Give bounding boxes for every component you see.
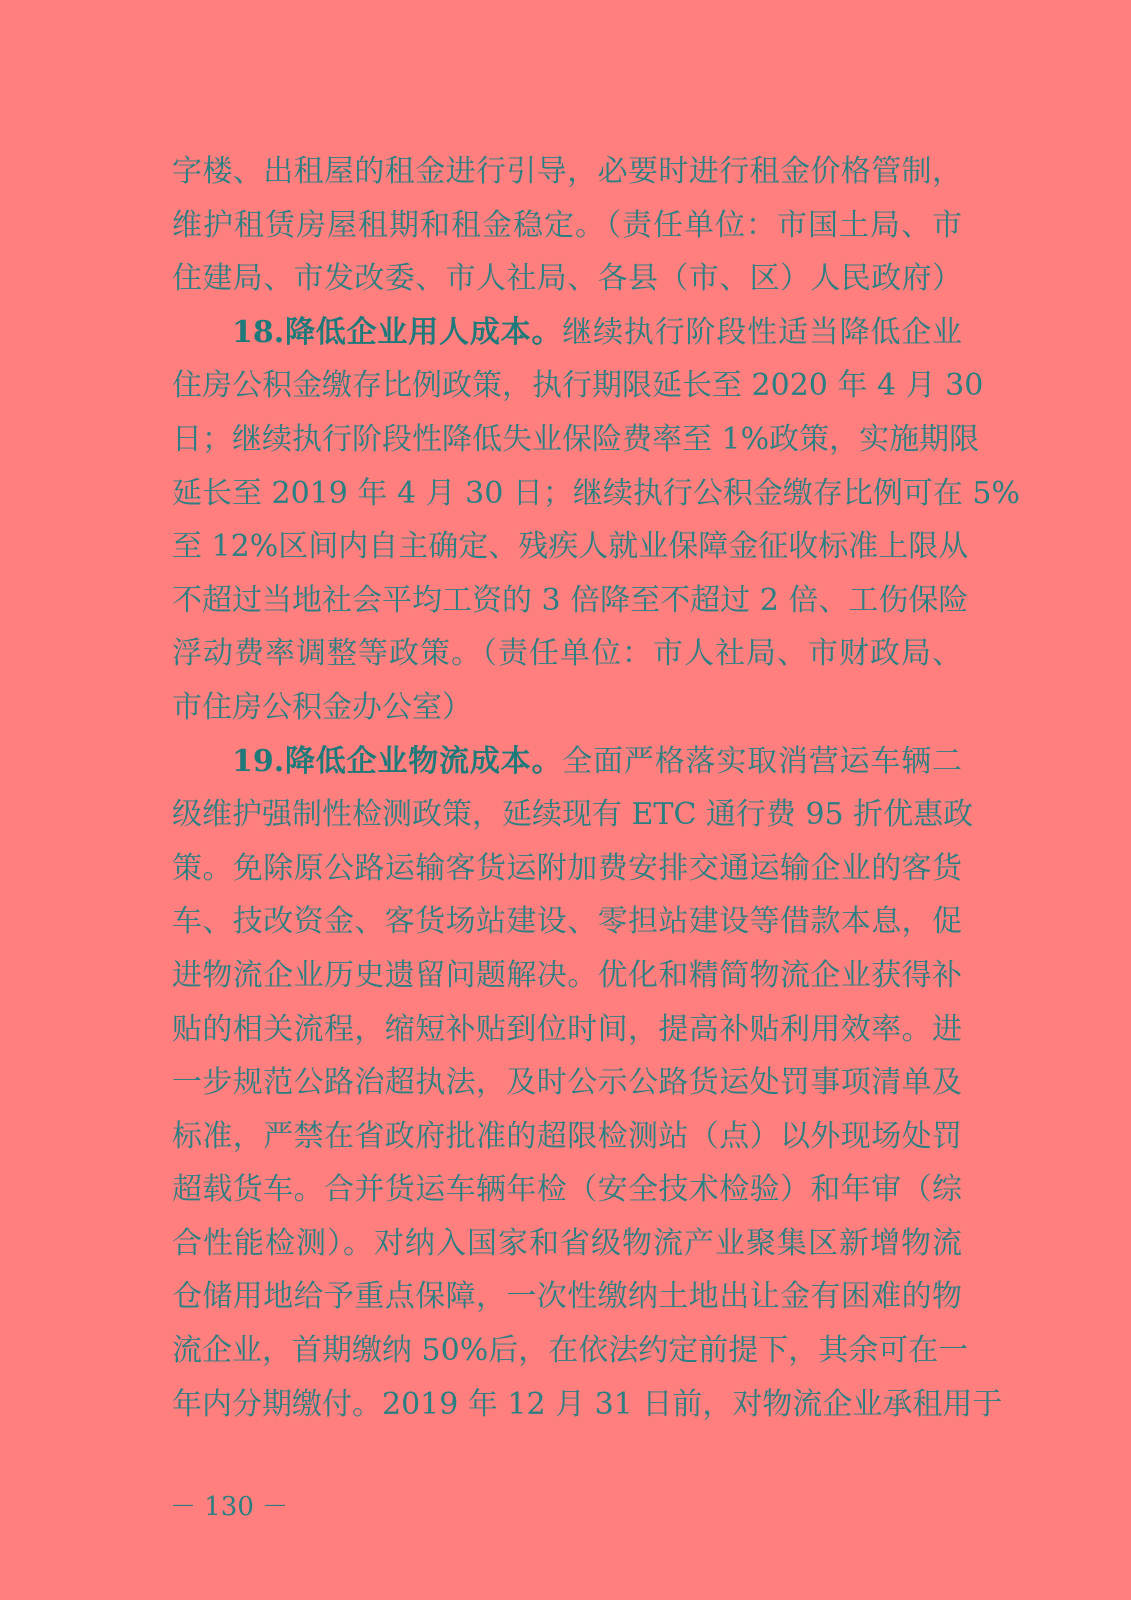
- text-line: 车、技改资金、客货场站建设、零担站建设等借款本息，促: [172, 904, 962, 940]
- text-line: 超载货车。合并货运车辆年检（安全技术检验）和年审（综: [172, 1172, 962, 1208]
- text-line: 标准，严禁在省政府批准的超限检测站（点）以外现场处罚: [172, 1118, 962, 1154]
- page-number: － 130 －: [170, 1492, 289, 1522]
- section-heading-18: 18.降低企业用人成本。: [232, 314, 563, 350]
- text-line: 延长至 2019 年 4 月 30 日；继续执行公积金缴存比例可在 5%: [172, 475, 1020, 511]
- text-line: 全面严格落实取消营运车辆二: [562, 743, 963, 779]
- text-line: 一步规范公路治超执法，及时公示公路货运处罚事项清单及: [172, 1065, 962, 1101]
- text-line: 住房公积金缴存比例政策，执行期限延长至 2020 年 4 月 30: [172, 368, 984, 404]
- text-line: 继续执行阶段性适当降低企业: [562, 314, 963, 350]
- text-line: 级维护强制性检测政策，延续现有 ETC 通行费 95 折优惠政: [172, 797, 974, 833]
- text-line: 年内分期缴付。2019 年 12 月 31 日前，对物流企业承租用于: [172, 1386, 1003, 1422]
- text-line: 维护租赁房屋租期和租金稳定。（责任单位：市国土局、市: [172, 207, 962, 243]
- text-line: 贴的相关流程，缩短补贴到位时间，提高补贴利用效率。进: [172, 1011, 962, 1047]
- text-line: 浮动费率调整等政策。（责任单位：市人社局、市财政局、: [172, 636, 962, 672]
- text-line: 仓储用地给予重点保障，一次性缴纳土地出让金有困难的物: [172, 1279, 962, 1315]
- paragraph-18-first-line: [172, 306, 962, 360]
- text-line: 市住房公积金办公室）: [172, 689, 472, 725]
- text-line: 日；继续执行阶段性降低失业保险费率至 1%政策，实施期限: [172, 421, 980, 457]
- document-body: [172, 145, 1020, 1431]
- paragraph-19-first-line: [172, 735, 962, 789]
- section-heading-19: 19.降低企业物流成本。: [232, 743, 563, 779]
- text-line: 进物流企业历史遗留问题解决。优化和精简物流企业获得补: [172, 957, 962, 993]
- text-line: 不超过当地社会平均工资的 3 倍降至不超过 2 倍、工伤保险: [172, 582, 969, 618]
- text-line: 合性能检测）。对纳入国家和省级物流产业聚集区新增物流: [172, 1225, 962, 1261]
- text-line: 策。免除原公路运输客货运附加费安排交通运输企业的客货: [172, 850, 962, 886]
- text-line: 流企业，首期缴纳 50%后，在依法约定前提下，其余可在一: [172, 1333, 969, 1369]
- text-line: 字楼、出租屋的租金进行引导，必要时进行租金价格管制，: [172, 154, 962, 189]
- text-line: 住建局、市发改委、市人社局、各县（市、区）人民政府）: [172, 261, 962, 297]
- text-line: 至 12%区间内自主确定、残疾人就业保障金征收标准上限从: [172, 529, 969, 565]
